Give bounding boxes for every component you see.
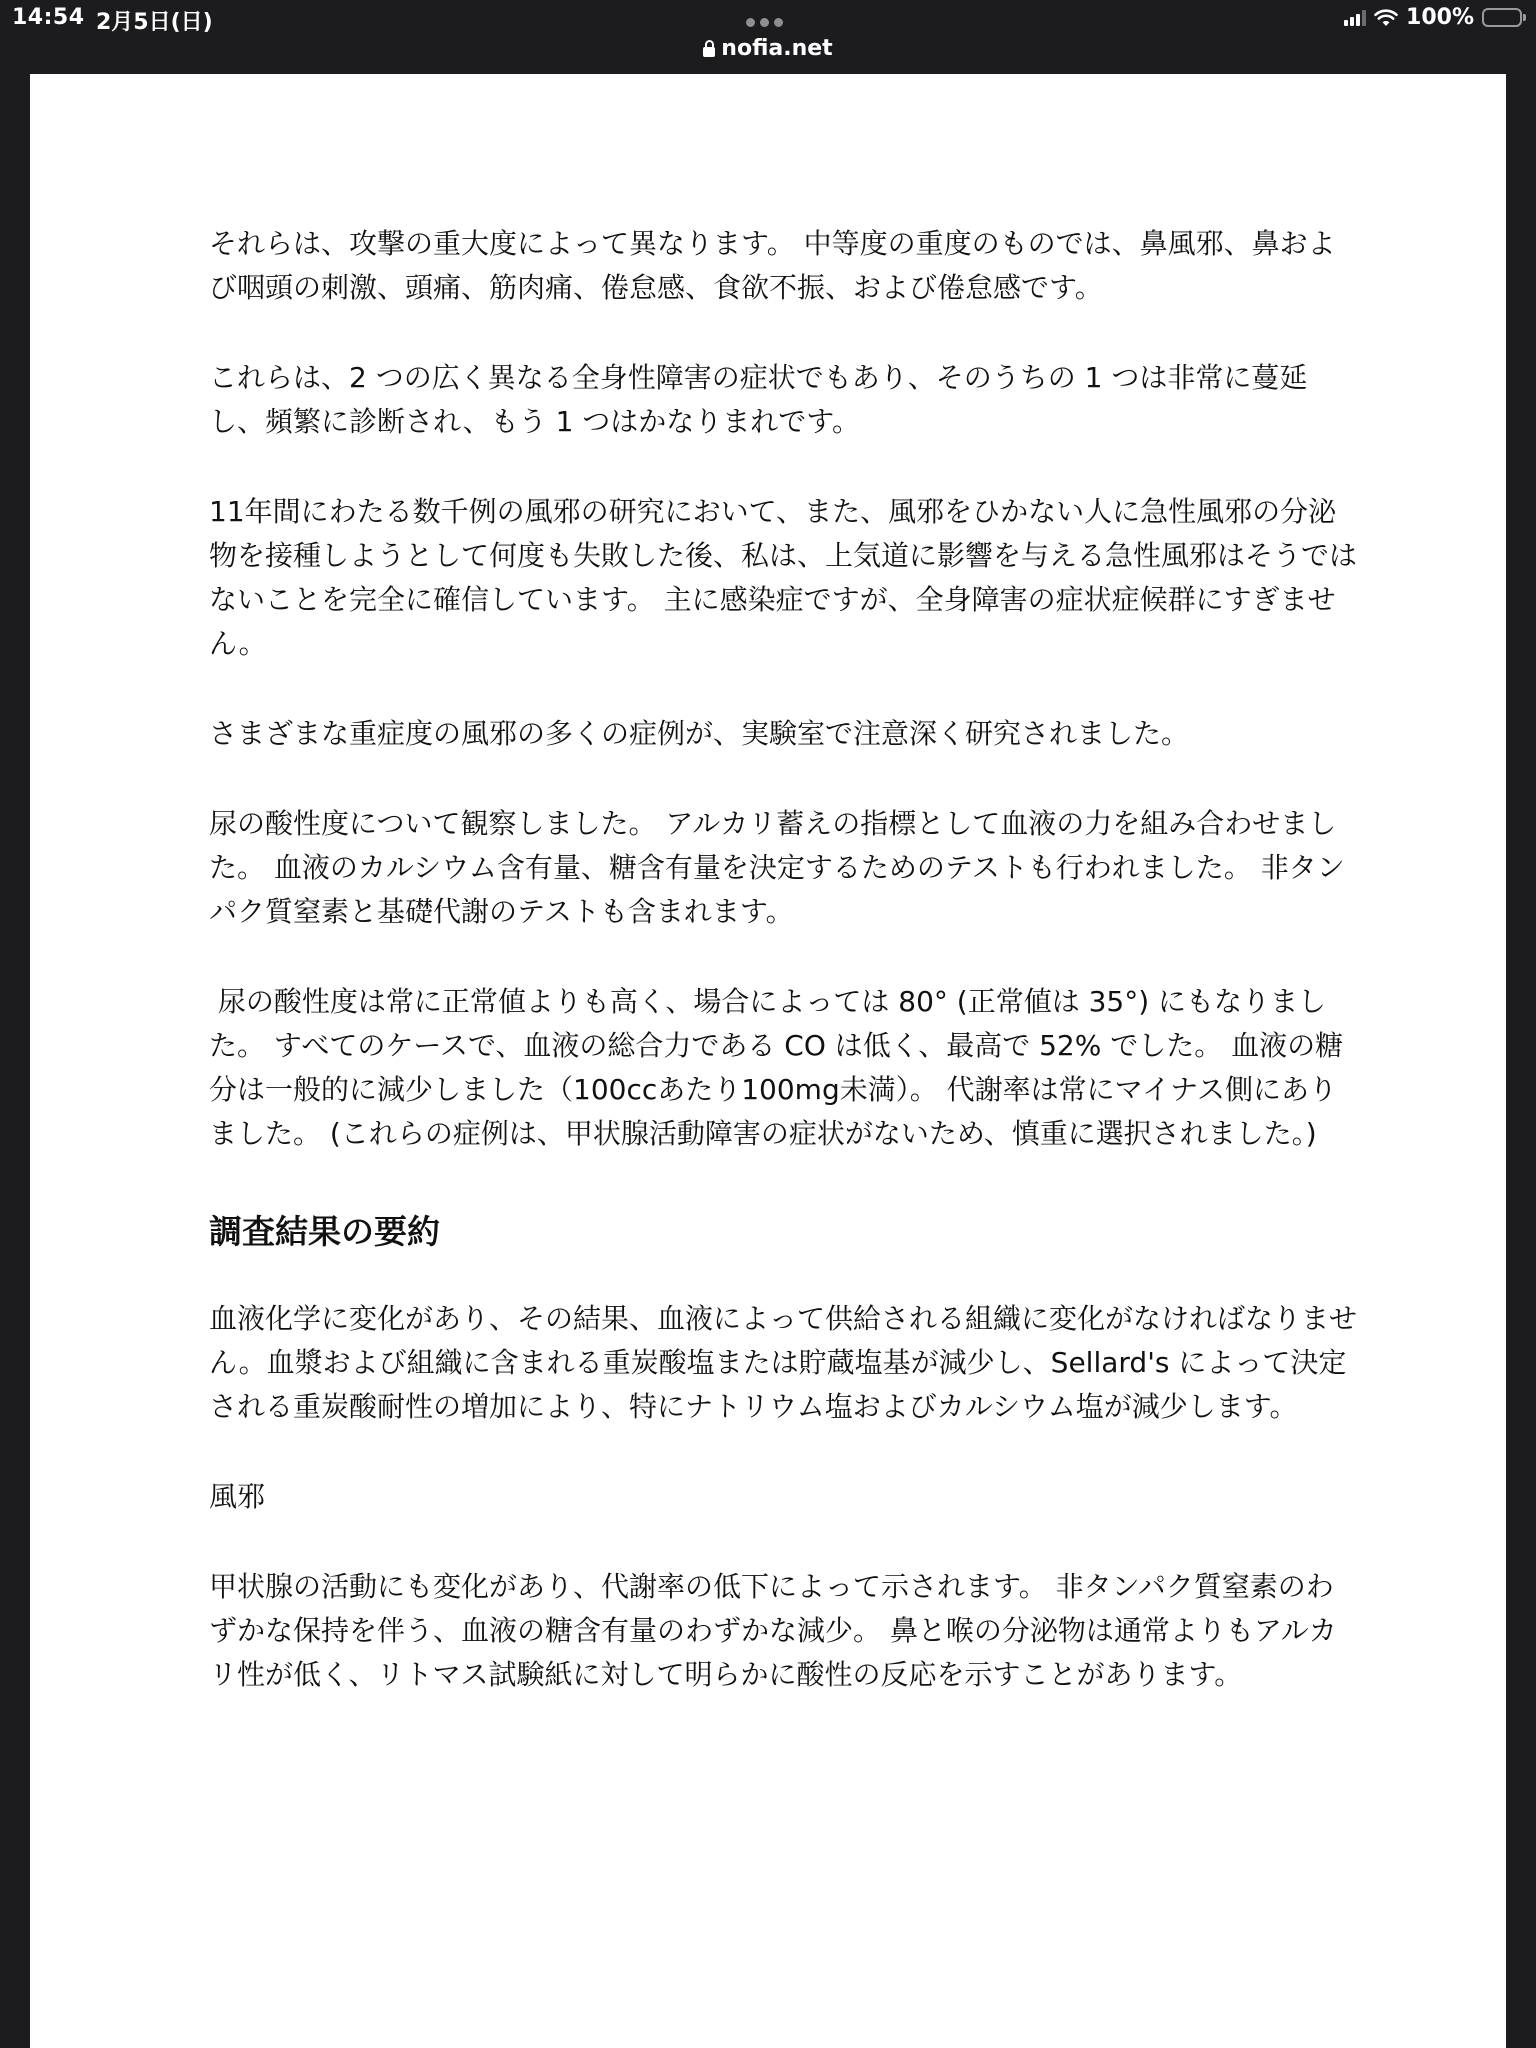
paragraph-7: 血液化学に変化があり、その結果、血液によって供給される組織に変化がなければなりません。血漿および組織に含まれる重炭酸塩または貯蔵塩基が減少し、Sellard's によって決定される重炭酸耐性の増加により、特にナトリウム塩およびカルシウム塩が減少します。 <box>209 1302 1358 1423</box>
address-bar[interactable] <box>0 36 1536 61</box>
paragraph-6: 尿の酸性度は常に正常値よりも高く、場合によっては 80° (正常値は 35°) にもなりました。 すべてのケースで、血液の総合力である CO は低く、最高で 52% でした。 血液の糖分は一般的に減少しました（100ccあたり100mg未満）。 代謝率は常にマイナス側にありました。 (これらの症例は、甲状腺活動障害の症状がないため、慎重に選択されました。) <box>209 985 1344 1150</box>
paragraph-8: 風邪 <box>209 1480 266 1513</box>
battery-percent: 100% <box>1406 5 1474 30</box>
battery-icon <box>1482 8 1522 27</box>
wifi-icon <box>1374 9 1398 27</box>
paragraph-1: それらは、攻撃の重大度によって異なります。 中等度の重度のものでは、鼻風邪、鼻および咽頭の刺激、頭痛、筋肉痛、倦怠感、食欲不振、および倦怠感です。 <box>209 227 1336 304</box>
paragraph-4: さまざまな重症度の風邪の多くの症例が、実験室で注意深く研究されました。 <box>209 717 1190 750</box>
paragraph-2: これらは、2 つの広く異なる全身性障害の症状でもあり、そのうちの 1 つは非常に蔓延し、頻繁に診断され、もう 1 つはかなりまれです。 <box>209 361 1308 438</box>
paragraph-5: 尿の酸性度について観察しました。 アルカリ蓄えの指標として血液の力を組み合わせました。 血液のカルシウム含有量、糖含有量を決定するためのテストも行われました。 非タンパク質窒素と基礎代謝のテストも含まれます。 <box>209 807 1345 928</box>
multitasking-dots-icon[interactable] <box>746 18 783 27</box>
section-heading: 調査結果の要約 <box>209 1212 440 1251</box>
lock-icon <box>703 47 715 57</box>
paragraph-9: 甲状腺の活動にも変化があり、代謝率の低下によって示されます。 非タンパク質窒素のわずかな保持を伴う、血液の糖含有量のわずかな減少。 鼻と喉の分泌物は通常よりもアルカリ性が低く、リトマス試験紙に対して明らかに酸性の反応を示すことがあります。 <box>209 1570 1337 1691</box>
status-indicators <box>1344 5 1522 30</box>
paragraph-3: 11年間にわたる数千例の風邪の研究において、また、風邪をひかない人に急性風邪の分泌物を接種しようとして何度も失敗した後、私は、上気道に影響を与える急性風邪はそうではないことを完全に確信しています。 主に感染症ですが、全身障害の症状症候群にすぎません。 <box>209 495 1358 660</box>
web-page <box>30 74 1506 2048</box>
status-time: 14:54 <box>12 5 85 30</box>
cellular-signal-icon <box>1344 10 1366 26</box>
article-body <box>209 222 1359 1743</box>
status-date: 2月5日(日) <box>96 10 213 35</box>
status-bar <box>0 0 1536 74</box>
url-text: nofia.net <box>721 36 833 61</box>
